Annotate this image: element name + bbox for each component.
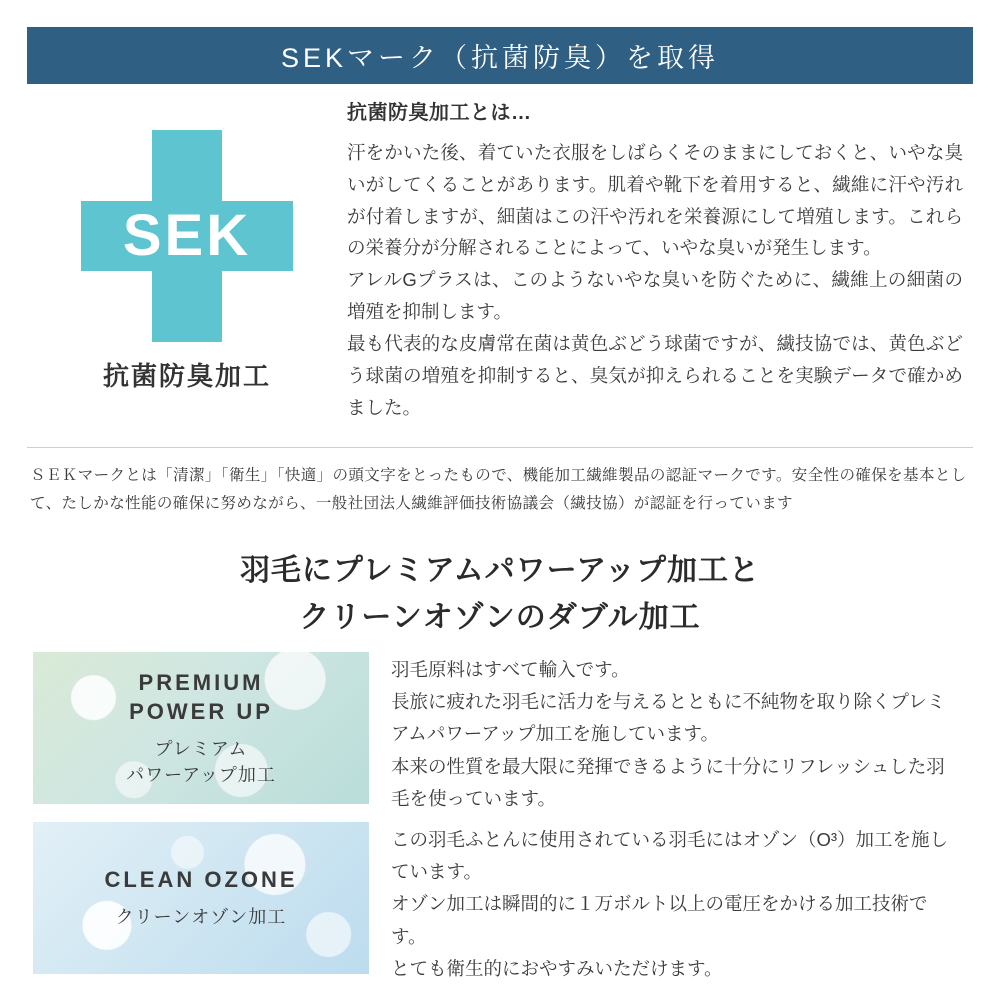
premium-headline-line2: クリーンオゾンのダブル加工	[299, 600, 701, 634]
feature-description	[391, 822, 956, 985]
sek-mark-letters: SEK	[122, 203, 252, 268]
sek-text-column	[347, 90, 973, 440]
badge-japanese-label	[116, 904, 287, 930]
sek-section	[27, 90, 973, 440]
feature-description	[391, 652, 956, 815]
sek-note: ＳＥＫマークとは「清潔」「衛生」「快適」の頭文字をとったもので、機能加工繊維製品の認証マークです。安全性の確保を基本として、たしかな性能の確保に努めながら、一般社団法人繊維評価技術協議会（繊技協）が認証を行っています	[30, 467, 967, 512]
badge-premium-power-up	[33, 652, 369, 804]
section-divider	[27, 447, 973, 448]
feature-clean-ozone	[33, 822, 956, 985]
premium-headline	[0, 548, 1000, 641]
badge-english-line1: CLEAN OZONE	[104, 867, 298, 893]
sek-cross-mark-icon	[81, 130, 293, 342]
sek-mark-column	[27, 90, 347, 440]
sek-body	[347, 137, 963, 423]
badge-japanese-line2: パワーアップ加工	[126, 765, 276, 786]
section-banner	[27, 27, 973, 84]
premium-headline-line1: 羽毛にプレミアムパワーアップ加工と	[239, 554, 761, 587]
sek-subtitle: 抗菌防臭加工とは…	[347, 102, 532, 124]
badge-clean-ozone	[33, 822, 369, 974]
badge-english-line2: POWER UP	[129, 698, 273, 724]
feature-description-text: この羽毛ふとんに使用されている羽毛にはオゾン（O³）加工を施しています。 オゾン加工は瞬間的に１万ボルト以上の電圧をかける加工技術です。 とても衛生的におやすみいただけます。	[391, 829, 949, 979]
feature-description-text: 羽毛原料はすべて輸入です。 長旅に疲れた羽毛に活力を与えるとともに不純物を取り除くプレミアムパワーアップ加工を施しています。 本来の性質を最大限に発揮できるように十分にリフレッシュした羽毛を使っています。	[391, 659, 946, 809]
badge-english-label	[129, 668, 273, 726]
sek-mark-caption: 抗菌防臭加工	[102, 361, 271, 391]
badge-japanese-line1: プレミアム	[154, 738, 248, 759]
badge-japanese-label	[126, 736, 276, 788]
badge-japanese-line1: クリーンオゾン加工	[115, 907, 287, 928]
sek-body-paragraph: 汗をかいた後、着ていた衣服をしばらくそのままにしておくと、いやな臭いがしてくることがあります。肌着や靴下を着用すると、繊維に汗や汚れが付着しますが、細菌はこの汗や汚れを栄養源にして増殖します。これらの栄養分が分解されることによって、いやな臭いが発生します。 アレルGプラスは、このようないやな臭いを防ぐために、繊維上の細菌の増殖を抑制します。 最も代表的な皮膚常在菌は黄色ぶどう球菌ですが、繊技協では、黄色ぶどう球菌の増殖を抑制すると、臭気が抑えられることを実験データで確かめました。	[347, 142, 963, 418]
badge-english-label	[104, 865, 297, 894]
banner-title: SEKマーク（抗菌防臭）を取得	[280, 43, 720, 73]
badge-english-line1: PREMIUM	[138, 669, 264, 695]
feature-premium-power-up	[33, 652, 956, 815]
